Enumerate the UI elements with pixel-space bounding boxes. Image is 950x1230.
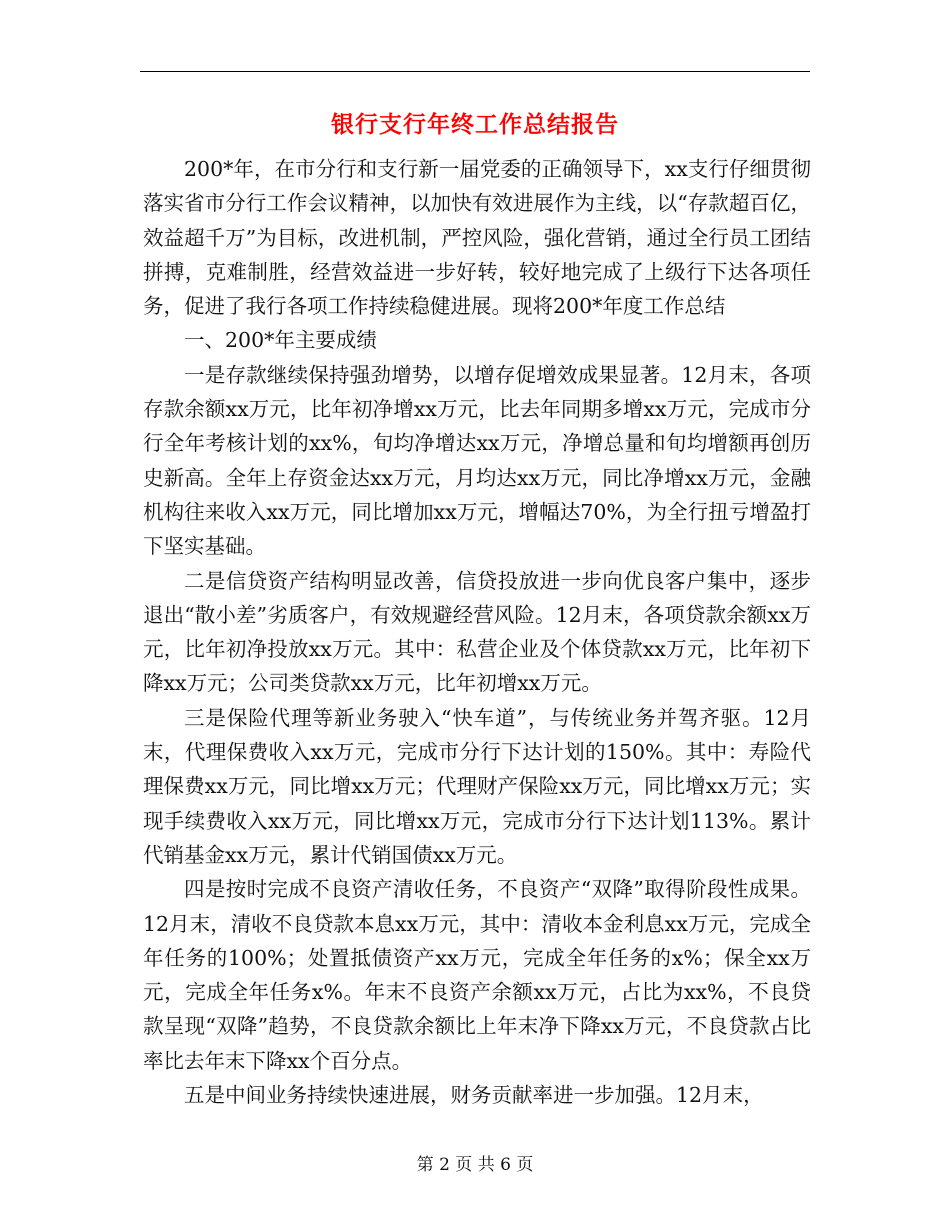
paragraph-deposits: 一是存款继续保持强劲增势，以增存促增效成果显著。12月末，各项存款余额xx万元，比年初净增xx万元，比去年同期多增xx万元，完成市分行全年考核计划的xx%，旬均净增达xx万元，净增总量和旬均增额再创历史新高。全年上存资金达xx万元，月均达xx万元，同比净增xx万元，金融机构往来收入xx万元，同比增加xx万元，增幅达70%，为全行扭亏增盈打下坚实基础。 (143, 362, 811, 559)
document-body (143, 152, 811, 1112)
section-heading: 一、200*年主要成绩 (184, 328, 377, 353)
page-number: 第 2 页 共 6 页 (416, 1155, 534, 1175)
paragraph-credit: 二是信贷资产结构明显改善，信贷投放进一步向优良客户集中，逐步退出“散小差”劣质客户，有效规避经营风险。12月末，各项贷款余额xx万元，比年初净投放xx万元。其中：私营企业及个体贷款xx万元，比年初下降xx万元；公司类贷款xx万元，比年初增xx万元。 (143, 568, 811, 696)
paragraph-insurance: 三是保险代理等新业务驶入“快车道”，与传统业务并驾齐驱。12月末，代理保费收入xx万元，完成市分行下达计划的150%。其中：寿险代理保费xx万元，同比增xx万元；代理财产保险xx万元，同比增xx万元；实现手续费收入xx万元，同比增xx万元，完成市分行下达计划113%。累计代销基金xx万元，累计代销国债xx万元。 (143, 705, 811, 867)
paragraph-intermediate: 五是中间业务持续快速进展，财务贡献率进一步加强。12月末， (184, 1083, 764, 1108)
document-title: 银行支行年终工作总结报告 (331, 111, 619, 138)
paragraph-intro: 200*年，在市分行和支行新一届党委的正确领导下，xx支行仔细贯彻落实省市分行工作会议精神，以加快有效进展作为主线，以“存款超百亿，效益超千万”为目标，改进机制，严控风险，强化营销，通过全行员工团结拼搏，克难制胜，经营效益进一步好转，较好地完成了上级行下达各项任务，促进了我行各项工作持续稳健进展。现将200*年度工作总结 (143, 157, 811, 319)
header-rule (140, 71, 810, 72)
page-footer (0, 1153, 950, 1177)
paragraph-nonperforming: 四是按时完成不良资产清收任务，不良资产“双降”取得阶段性成果。12月末，清收不良贷款本息xx万元，其中：清收本金利息xx万元，完成全年任务的100%；处置抵债资产xx万元，完成全年任务的x%；保全xx万元，完成全年任务x%。年末不良资产余额xx万元，占比为xx%，不良贷款呈现“双降”趋势，不良贷款余额比上年末净下降xx万元，不良贷款占比率比去年末下降xx个百分点。 (143, 877, 811, 1073)
